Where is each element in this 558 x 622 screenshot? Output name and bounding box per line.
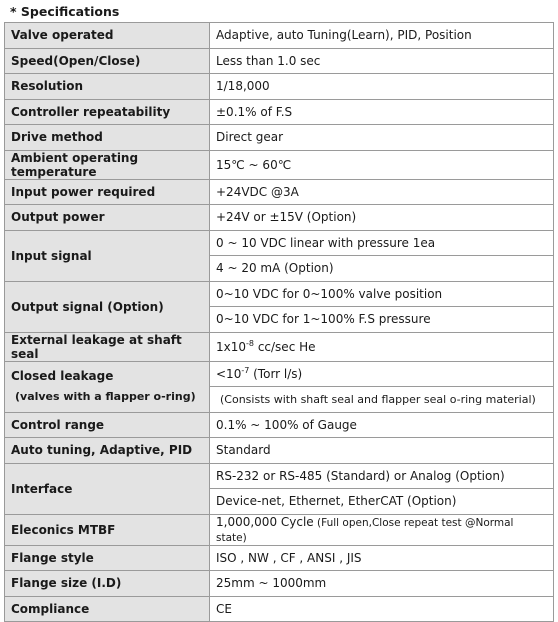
table-row — [5, 281, 554, 307]
value-mtbf — [210, 514, 554, 545]
table-row — [5, 205, 554, 231]
value-flange-style: ISO , NW , CF , ANSI , JIS — [210, 545, 554, 571]
table-row — [5, 125, 554, 151]
closed-leakage-unit: (Torr l/s) — [249, 366, 303, 381]
label-external-leakage: External leakage at shaft seal — [5, 332, 210, 361]
value-closed-leakage — [210, 361, 554, 387]
table-row — [5, 514, 554, 545]
value-controller-repeatability: ±0.1% of F.S — [210, 99, 554, 125]
value-auto-tuning: Standard — [210, 438, 554, 464]
label-interface: Interface — [5, 463, 210, 514]
value-external-leakage — [210, 332, 554, 361]
specifications-table — [4, 22, 554, 622]
table-row — [5, 463, 554, 489]
label-compliance: Compliance — [5, 596, 210, 622]
table-row — [5, 48, 554, 74]
table-row — [5, 150, 554, 179]
value-interface-1: RS-232 or RS-485 (Standard) or Analog (Option) — [210, 463, 554, 489]
label-flange-style: Flange style — [5, 545, 210, 571]
value-input-signal-2: 4 ~ 20 mA (Option) — [210, 256, 554, 282]
external-leakage-unit: cc/sec He — [254, 339, 316, 354]
table-row — [5, 412, 554, 438]
table-row — [5, 571, 554, 597]
label-resolution: Resolution — [5, 74, 210, 100]
closed-leakage-base: <10 — [216, 366, 242, 381]
mtbf-value: 1,000,000 Cycle — [216, 514, 314, 529]
table-row — [5, 74, 554, 100]
label-auto-tuning: Auto tuning, Adaptive, PID — [5, 438, 210, 464]
value-speed: Less than 1.0 sec — [210, 48, 554, 74]
closed-leakage-title: Closed leakage — [11, 369, 114, 383]
external-leakage-base: 1x10 — [216, 339, 247, 354]
value-resolution: 1/18,000 — [210, 74, 554, 100]
table-row — [5, 99, 554, 125]
mtbf-note: (Full open,Close repeat test @Normal state) — [216, 516, 514, 544]
label-flange-size: Flange size (I.D) — [5, 571, 210, 597]
label-mtbf: Eleconics MTBF — [5, 514, 210, 545]
table-row — [5, 23, 554, 49]
value-input-power: +24VDC @3A — [210, 179, 554, 205]
value-drive-method: Direct gear — [210, 125, 554, 151]
table-row — [5, 361, 554, 387]
specifications-heading: * Specifications — [10, 4, 120, 19]
label-output-signal: Output signal (Option) — [5, 281, 210, 332]
label-ambient-temperature: Ambient operating temperature — [5, 150, 210, 179]
table-row — [5, 596, 554, 622]
label-controller-repeatability: Controller repeatability — [5, 99, 210, 125]
closed-leakage-exponent: -7 — [241, 365, 250, 375]
table-row — [5, 230, 554, 256]
label-closed-leakage — [5, 361, 210, 412]
table-row — [5, 545, 554, 571]
value-flange-size: 25mm ~ 1000mm — [210, 571, 554, 597]
external-leakage-exponent: -8 — [246, 338, 254, 348]
label-control-range: Control range — [5, 412, 210, 438]
value-ambient-temperature: 15℃ ~ 60℃ — [210, 150, 554, 179]
value-closed-leakage-note — [210, 387, 554, 413]
label-drive-method: Drive method — [5, 125, 210, 151]
table-row — [5, 332, 554, 361]
closed-leakage-note: (Consists with shaft seal and flapper seal o-ring material) — [220, 392, 536, 406]
label-output-power: Output power — [5, 205, 210, 231]
label-input-power: Input power required — [5, 179, 210, 205]
label-valve-operated: Valve operated — [5, 23, 210, 49]
value-output-signal-2: 0~10 VDC for 1~100% F.S pressure — [210, 307, 554, 333]
value-output-signal-1: 0~10 VDC for 0~100% valve position — [210, 281, 554, 307]
value-compliance: CE — [210, 596, 554, 622]
value-output-power: +24V or ±15V (Option) — [210, 205, 554, 231]
label-input-signal: Input signal — [5, 230, 210, 281]
value-input-signal-1: 0 ~ 10 VDC linear with pressure 1ea — [210, 230, 554, 256]
value-interface-2: Device-net, Ethernet, EtherCAT (Option) — [210, 489, 554, 515]
table-row — [5, 438, 554, 464]
value-control-range: 0.1% ~ 100% of Gauge — [210, 412, 554, 438]
table-row — [5, 179, 554, 205]
label-speed: Speed(Open/Close) — [5, 48, 210, 74]
value-valve-operated: Adaptive, auto Tuning(Learn), PID, Position — [210, 23, 554, 49]
closed-leakage-sublabel: (valves with a flapper o-ring) — [15, 390, 196, 403]
